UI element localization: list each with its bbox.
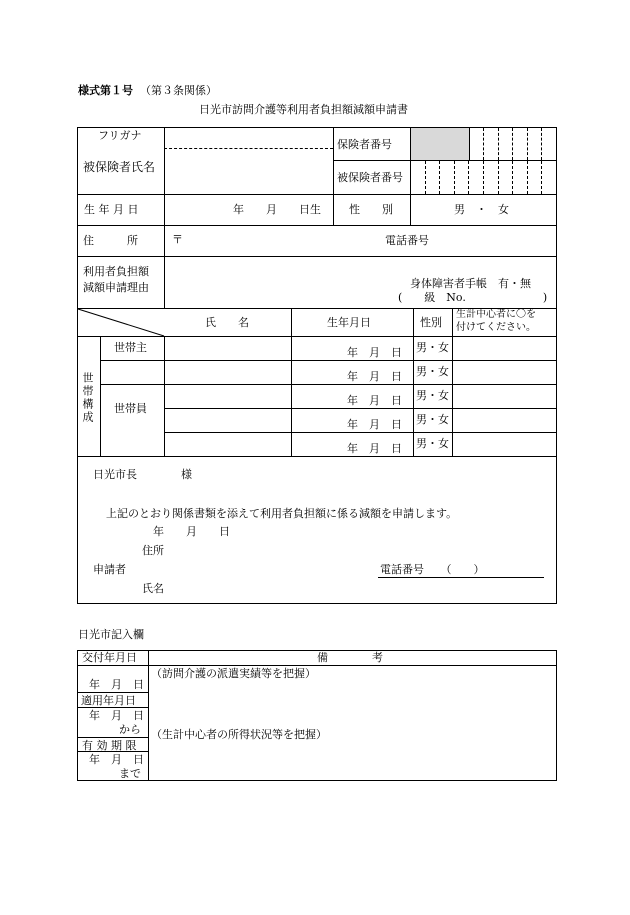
- issue-ymd: 年 月 日: [89, 678, 144, 691]
- insurer-number-shaded: [411, 128, 469, 160]
- household-head-label: 世帯主: [114, 341, 147, 354]
- sex-value: 男 ・ 女: [454, 203, 509, 216]
- valid-period-label: 有 効 期 限: [82, 739, 137, 752]
- reason-label-line2: 減額申請理由: [83, 281, 149, 294]
- application-statement: 上記のとおり関係書類を添えて利用者負担額に係る減額を申請します。: [106, 507, 458, 520]
- office-table-frame: [77, 650, 557, 781]
- row-date: 年 月 日: [347, 442, 402, 455]
- form-reference: （第３条関係）: [140, 84, 217, 97]
- form-number: 様式第１号: [78, 84, 133, 97]
- address-label: 住 所: [83, 234, 138, 247]
- birth-label: 生 年 月 日: [84, 203, 139, 216]
- disability-line: 身体障害者手帳 有・無: [410, 277, 531, 290]
- until-label: まで: [119, 767, 141, 780]
- furigana-label: フリガナ: [98, 129, 142, 142]
- insured-number-label: 被保険者番号: [337, 171, 403, 184]
- valid-ymd: 年 月 日: [89, 753, 144, 766]
- applied-date-label: 適用年月日: [81, 694, 136, 707]
- sex-label: 性 別: [349, 203, 393, 216]
- disability-grade: ( 級 No. ): [398, 291, 548, 304]
- col-head-line2: 付けてください。: [456, 322, 536, 333]
- remarks-note-1: （訪問介護の派遣実績等を把握）: [151, 667, 316, 680]
- household-side-label: 世帯構成: [81, 372, 94, 424]
- row-sex: 男・女: [416, 365, 449, 378]
- col-birth: 生年月日: [327, 316, 371, 329]
- col-head-line1: 生計中心者に〇を: [456, 309, 536, 320]
- from-label: から: [119, 723, 141, 736]
- row-date: 年 月 日: [347, 346, 402, 359]
- issue-date-label: 交付年月日: [82, 651, 137, 664]
- row-sex: 男・女: [416, 413, 449, 426]
- page-title: 日光市訪問介護等利用者負担額減額申請書: [199, 103, 408, 116]
- applicant-address-label: 住所: [142, 544, 164, 557]
- insurer-number-label: 保険者番号: [337, 138, 392, 151]
- household-member-label: 世帯員: [114, 402, 147, 415]
- office-section-title: 日光市記入欄: [78, 628, 144, 641]
- birth-value: 年 月 日生: [233, 203, 321, 216]
- reason-label-line1: 利用者負担額: [83, 265, 149, 278]
- header-diagonal: [77, 308, 165, 337]
- row-sex: 男・女: [416, 437, 449, 450]
- row-sex: 男・女: [416, 389, 449, 402]
- col-name: 氏 名: [205, 316, 249, 329]
- row-date: 年 月 日: [347, 394, 402, 407]
- application-date: 年 月 日: [153, 525, 230, 538]
- row-date: 年 月 日: [347, 370, 402, 383]
- row-date: 年 月 日: [347, 418, 402, 431]
- main-form-frame: [77, 127, 557, 604]
- applicant-name-label: 氏名: [142, 582, 164, 595]
- applicant-label: 申請者: [93, 563, 126, 576]
- applied-ymd: 年 月 日: [89, 709, 144, 722]
- remarks-note-2: （生計中心者の所得状況等を把握）: [151, 728, 327, 741]
- applicant-phone: 電話番号 （ ）: [380, 563, 485, 576]
- phone-label: 電話番号: [385, 234, 429, 247]
- mayor-address: 日光市長 様: [93, 468, 192, 481]
- remarks-label: 備 考: [317, 651, 383, 664]
- postal-mark: 〒: [172, 233, 183, 246]
- insured-name-label: 被保険者氏名: [83, 160, 156, 174]
- row-sex: 男・女: [416, 341, 449, 354]
- col-sex: 性別: [420, 316, 442, 329]
